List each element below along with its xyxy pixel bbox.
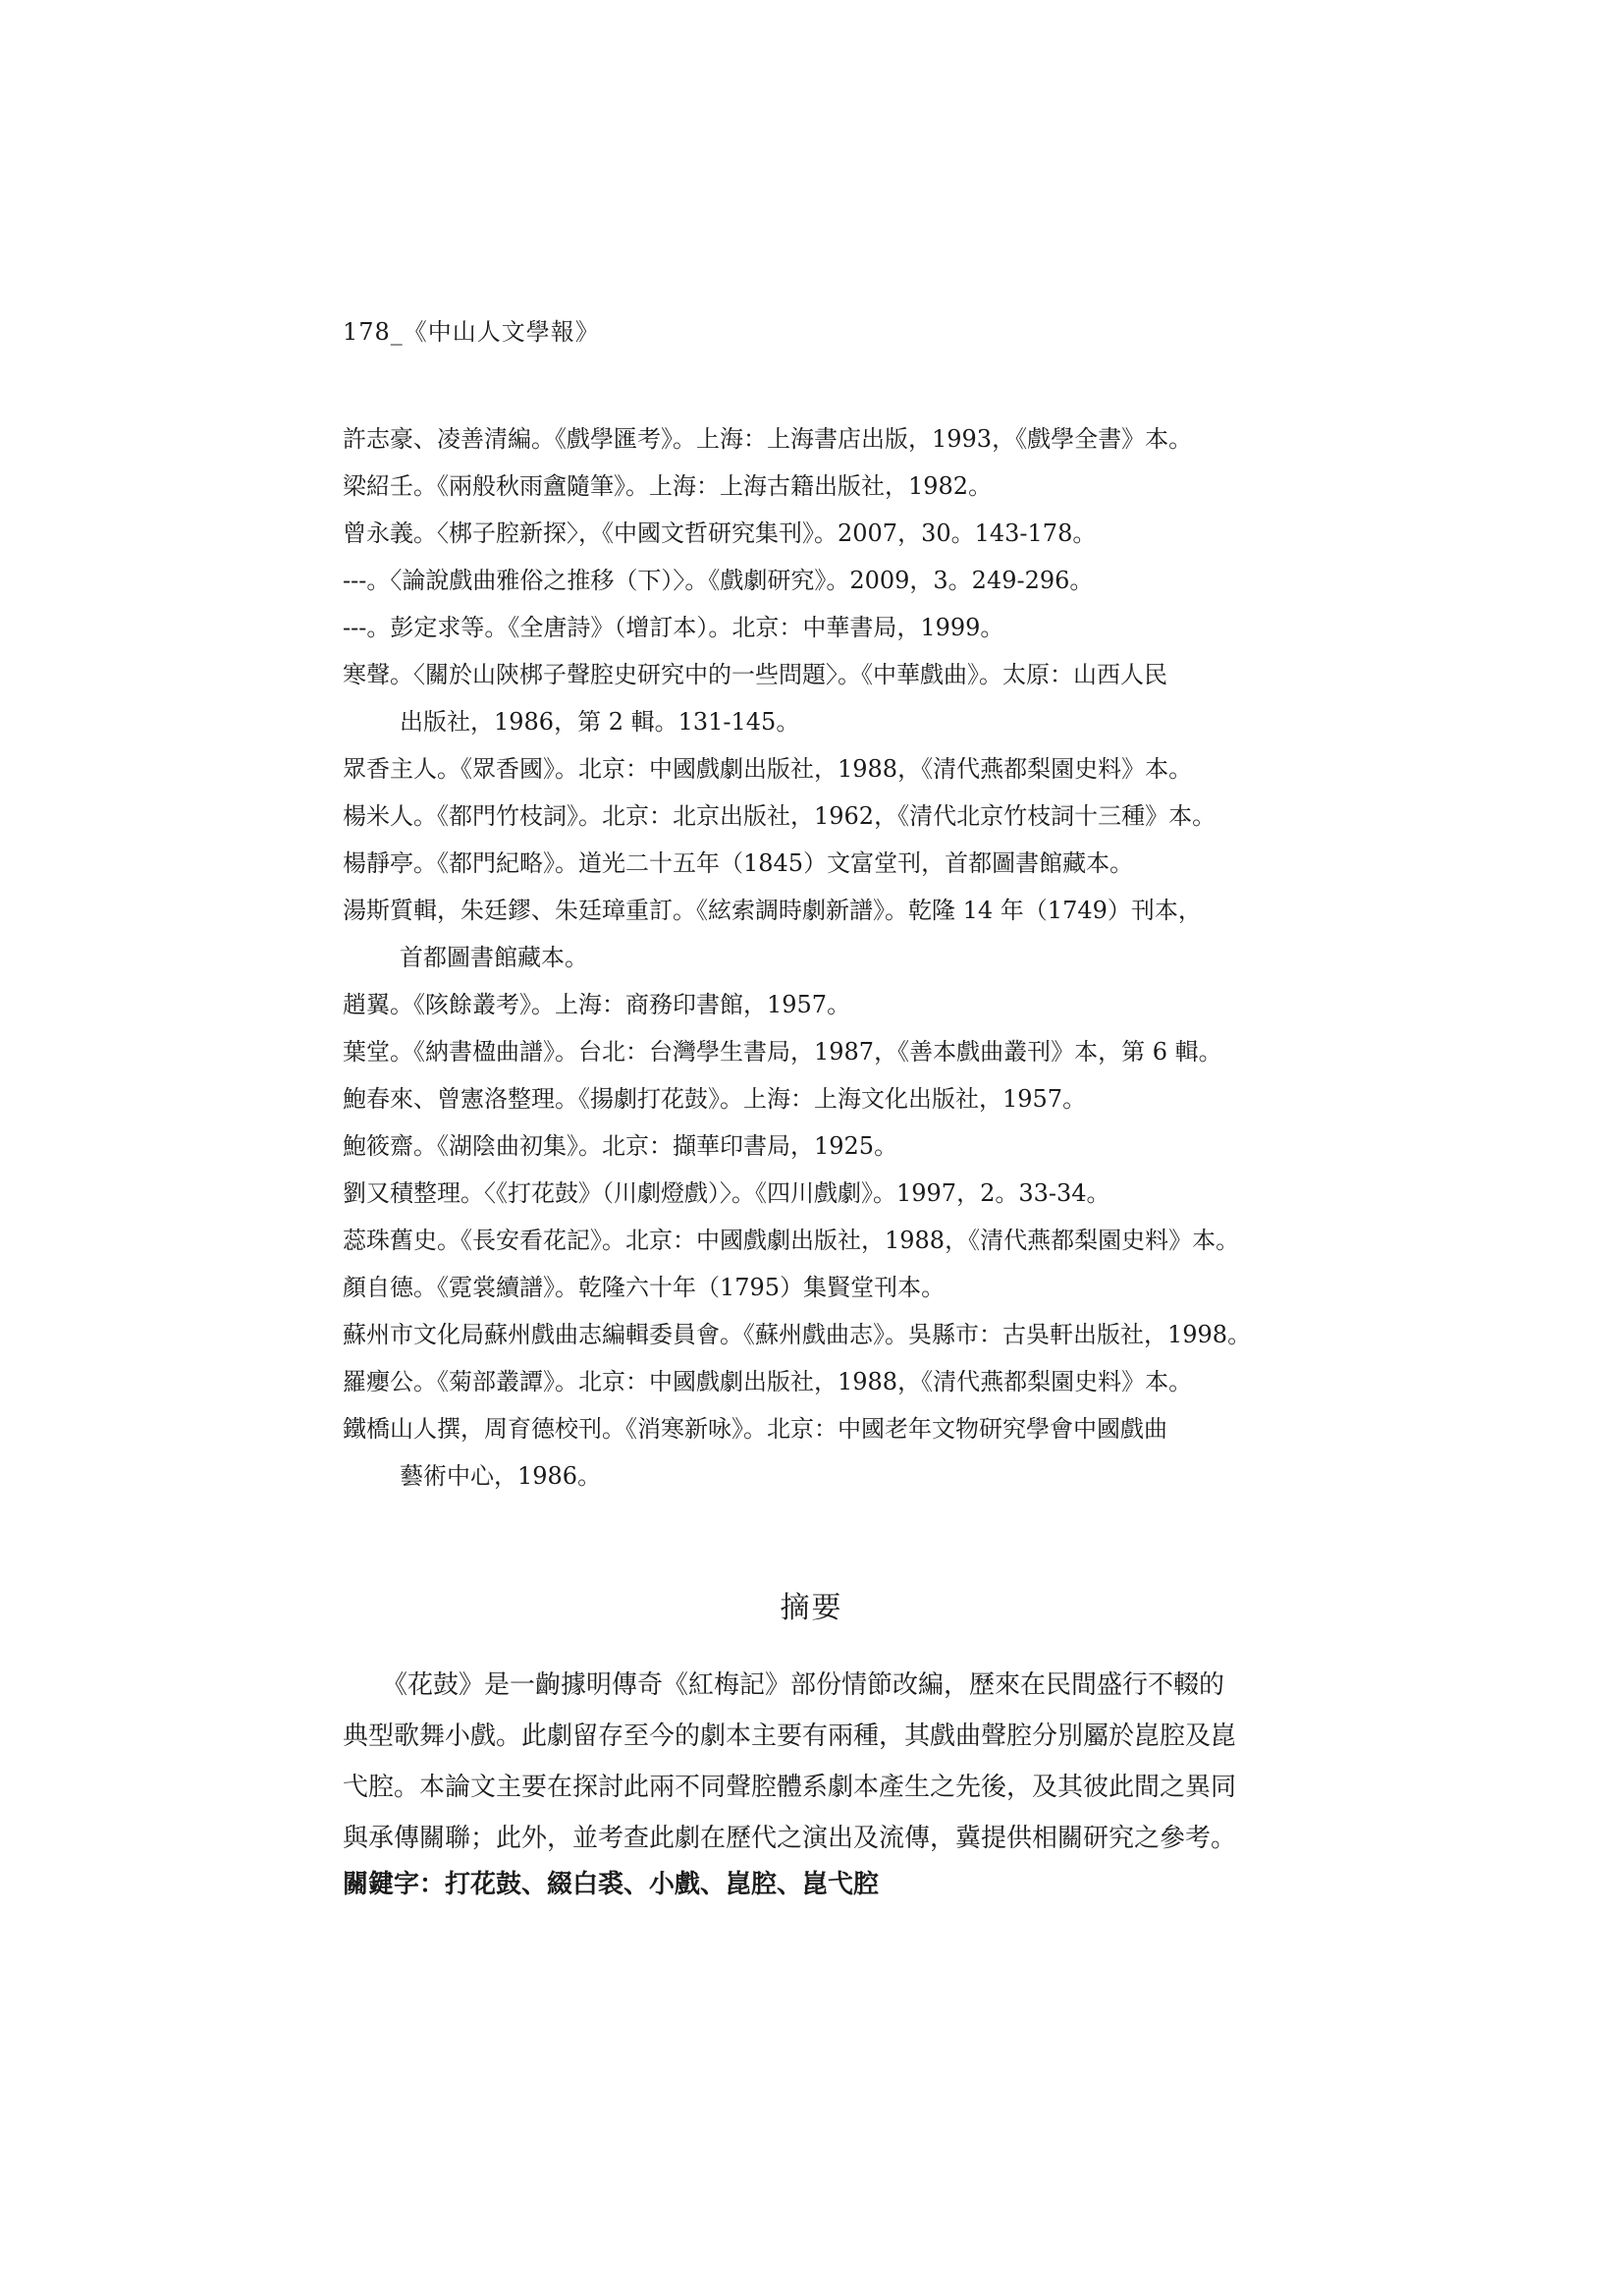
- reference-entry: [343, 793, 1285, 840]
- reference-entry: [343, 1217, 1285, 1264]
- reference-entry: [343, 1170, 1285, 1217]
- reference-text: 鮑春來、曾憲洛整理。《揚劇打花鼓》。上海：上海文化出版社，1957。: [343, 1085, 1087, 1113]
- abstract-line: 典型歌舞小戲。此劇留存至今的劇本主要有兩種，其戲曲聲腔分別屬於崑腔及崑: [343, 1722, 1237, 1751]
- reference-entry: [343, 1405, 1285, 1500]
- reference-text: 曾永義。〈梆子腔新探〉，《中國文哲研究集刊》。2007，30。143-178。: [343, 519, 1097, 547]
- reference-text: 許志豪、凌善清編。《戲學匯考》。上海：上海書店出版，1993，《戲學全書》本。: [343, 425, 1193, 453]
- abstract-line: 弋腔。本論文主要在探討此兩不同聲腔體系劇本產生之先後，及其彼此間之異同: [343, 1773, 1237, 1802]
- reference-text: 鐵橋山人撰，周育德校刊。《消寒新咏》。北京：中國老年文物研究學會中國戲曲: [343, 1415, 1167, 1443]
- reference-text: 趙翼。《陔餘叢考》。上海：商務印書館，1957。: [343, 991, 851, 1018]
- reference-text: 湯斯質輯，朱廷鏐、朱廷璋重訂。《絃索調時劇新譜》。乾隆 14 年（1749）刊本，: [343, 897, 1202, 924]
- reference-continuation: 首都圖書館藏本。: [400, 944, 588, 971]
- reference-entry: [343, 887, 1285, 981]
- reference-entry: [343, 604, 1285, 651]
- reference-text: 寒聲。〈關於山陝梆子聲腔史研究中的一些問題〉。《中華戲曲》。太原：山西人民: [343, 661, 1167, 688]
- reference-text: ---。〈論說戲曲雅俗之推移（下）〉。《戲劇研究》。2009，3。249-296。: [343, 567, 1094, 594]
- reference-entry: [343, 415, 1285, 463]
- reference-text: 顏自德。《霓裳續譜》。乾隆六十年（1795）集賢堂刊本。: [343, 1274, 946, 1301]
- abstract-body: [343, 1660, 1285, 1864]
- reference-text: 劉又積整理。〈《打花鼓》（川劇燈戲）〉。《四川戲劇》。1997，2。33-34。: [343, 1179, 1110, 1207]
- reference-text: 羅癭公。《菊部叢譚》。北京：中國戲劇出版社，1988，《清代燕都梨園史料》本。: [343, 1368, 1193, 1395]
- abstract-line: 《花鼓》是一齣據明傳奇《紅梅記》部份情節改編，歷來在民間盛行不輟的: [382, 1670, 1225, 1700]
- keywords: 關鍵字：打花鼓、綴白裘、小戲、崑腔、崑弋腔: [343, 1870, 880, 1899]
- reference-text: 楊靜亭。《都門紀略》。道光二十五年（1845）文富堂刊，首都圖書館藏本。: [343, 849, 1134, 877]
- reference-text: 楊米人。《都門竹枝詞》。北京：北京出版社，1962，《清代北京竹枝詞十三種》本。: [343, 802, 1217, 830]
- reference-entry: [343, 1358, 1285, 1405]
- reference-entry: [343, 1075, 1285, 1122]
- reference-text: 蕊珠舊史。《長安看花記》。北京：中國戲劇出版社，1988，《清代燕都梨園史料》本。: [343, 1227, 1240, 1254]
- reference-entry: [343, 745, 1285, 793]
- reference-entry: [343, 463, 1285, 510]
- reference-text: 葉堂。《納書楹曲譜》。台北：台灣學生書局，1987，《善本戲曲叢刊》本，第 6 輯。: [343, 1038, 1222, 1066]
- reference-entry: [343, 1311, 1285, 1358]
- reference-entry: [343, 1028, 1285, 1075]
- reference-entry: [343, 981, 1285, 1028]
- running-head: 178_《中山人文學報》: [343, 318, 600, 346]
- reference-text: 鮑筱齋。《湖陰曲初集》。北京：擷華印書局，1925。: [343, 1132, 898, 1160]
- reference-list: [343, 415, 1285, 1500]
- reference-entry: [343, 840, 1285, 887]
- abstract-line: 與承傳關聯；此外，並考查此劇在歷代之演出及流傳，冀提供相關研究之參考。: [343, 1824, 1237, 1853]
- reference-text: 蘇州市文化局蘇州戲曲志編輯委員會。《蘇州戲曲志》。吳縣市：古吳軒出版社，1998。: [343, 1321, 1252, 1348]
- reference-entry: [343, 510, 1285, 557]
- reference-text: 眾香主人。《眾香國》。北京：中國戲劇出版社，1988，《清代燕都梨園史料》本。: [343, 755, 1193, 783]
- reference-entry: [343, 651, 1285, 745]
- reference-entry: [343, 1264, 1285, 1311]
- reference-entry: [343, 557, 1285, 604]
- reference-continuation: 出版社，1986，第 2 輯。131-145。: [400, 708, 800, 736]
- reference-continuation: 藝術中心，1986。: [400, 1462, 602, 1490]
- abstract-heading: 摘要: [780, 1591, 843, 1625]
- reference-text: ---。彭定求等。《全唐詩》（增訂本）。北京：中華書局，1999。: [343, 614, 1004, 641]
- reference-entry: [343, 1122, 1285, 1170]
- reference-text: 梁紹壬。《兩般秋雨盦隨筆》。上海：上海古籍出版社，1982。: [343, 472, 993, 500]
